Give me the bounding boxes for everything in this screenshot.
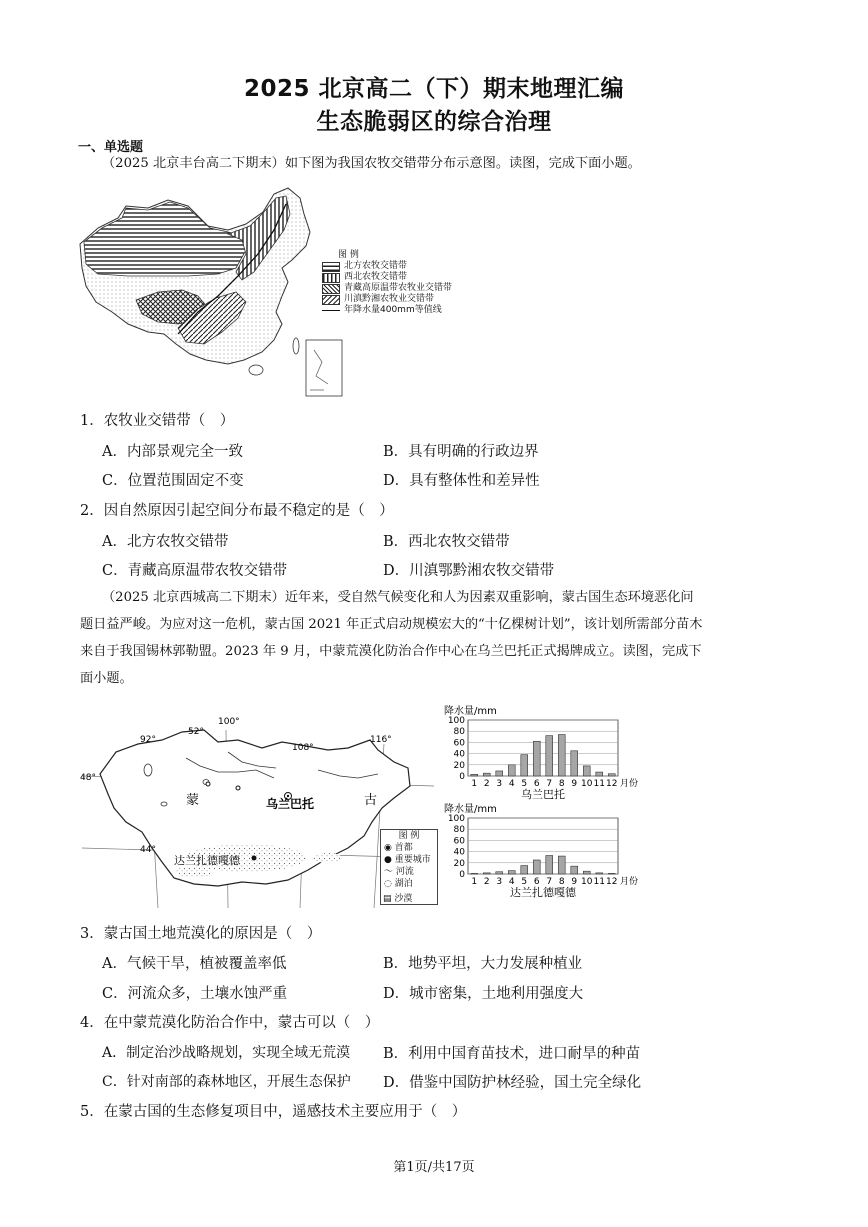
lon-label: 52°: [188, 727, 204, 737]
x-tick-label: 11: [593, 877, 605, 887]
bar: [546, 736, 553, 776]
legend-item: 青藏高原温带农牧业交错带: [344, 283, 453, 293]
bar: [471, 873, 478, 874]
chart-title: 乌兰巴托: [521, 788, 565, 801]
q4-option-a: A．制定治沙战略规划，实现全域无荒漠: [102, 1045, 351, 1061]
legend-lake: ◌ 湖泊: [384, 879, 413, 889]
q2-option-a: A．北方农牧交错带: [102, 534, 229, 550]
lat-label: 44°: [140, 845, 156, 855]
intro-paragraph-2-line2: 题日益严峻。为应对这一危机，蒙古国 2021 年正式启动规模宏大的“十亿棵树计划”，该计划所需部分苗木: [80, 617, 703, 632]
x-tick-label: 6: [533, 877, 540, 887]
intro-paragraph-1: （2025 北京丰台高二下期末）如下图为我国农牧交错带分布示意图。读图，完成下面小题。: [102, 156, 641, 171]
x-tick-label: 1: [471, 779, 478, 789]
map1-legend: [318, 250, 488, 332]
swatch-isohyet: [322, 310, 340, 311]
y-tick-label: 20: [453, 858, 465, 869]
x-tick-label: 12: [606, 779, 618, 789]
lon-label: 116°: [370, 735, 392, 745]
city-symbol-icon: ●: [384, 855, 395, 865]
intro-paragraph-2-line1: （2025 北京西城高二下期末）近年来，受自然气候变化和人为因素双重影响，蒙古国生态环境恶化问: [102, 590, 694, 605]
x-tick-label: 1: [471, 877, 478, 887]
y-tick-label: 0: [459, 870, 465, 880]
lon-label: 92°: [140, 735, 156, 745]
q3-option-a: A．气候干旱，植被覆盖率低: [102, 956, 287, 972]
q4-option-c: C．针对南部的森林地区，开展生态保护: [102, 1074, 351, 1090]
legend-item: 北方农牧交错带: [344, 261, 408, 271]
y-tick-label: 60: [453, 836, 465, 847]
q3-option-c: C．河流众多，土壤水蚀严重: [102, 986, 288, 1002]
x-tick-label: 11: [593, 779, 605, 789]
south-sea-inset: [306, 340, 342, 396]
x-tick-label: 10: [581, 877, 593, 887]
y-tick-label: 0: [459, 772, 465, 782]
x-tick-label: 5: [521, 877, 528, 887]
page-number: 第1页/共17页: [393, 1160, 475, 1175]
lake-symbol-icon: ◌: [384, 879, 395, 889]
q2-option-c: C．青藏高原温带农牧交错带: [102, 563, 288, 579]
x-tick-label: 10: [581, 779, 593, 789]
bar: [496, 872, 503, 874]
legend-river: 〜 河流: [384, 867, 414, 877]
chart-title: 达兰扎德嘎德: [510, 886, 576, 899]
legend-capital: ◉ 首都: [384, 843, 413, 853]
map1-legend-title: 图 例: [338, 250, 359, 260]
x-tick-label: 7: [546, 877, 553, 887]
lon-label: 100°: [218, 717, 240, 727]
q3-option-b: B．地势平坦，大力发展种植业: [383, 956, 583, 972]
q1-option-d: D．具有整体性和差异性: [383, 473, 540, 489]
bar: [521, 866, 528, 874]
y-tick-label: 80: [453, 825, 465, 836]
desert-symbol-icon: ▤: [383, 894, 395, 904]
city-marker: [206, 782, 210, 786]
desert-patch: [176, 866, 212, 878]
bar: [596, 772, 603, 776]
x-tick-label: 9: [571, 877, 578, 887]
x-tick-label: 12: [606, 877, 618, 887]
bar: [483, 873, 490, 874]
intro-paragraph-2-line4: 面小题。: [80, 671, 133, 686]
bar: [571, 866, 578, 874]
question-5-stem: 5．在蒙古国的生态修复项目中，遥感技术主要应用于（ ）: [80, 1104, 467, 1120]
y-tick-label: 40: [453, 749, 465, 760]
bar: [508, 871, 515, 874]
legend-item: 西北农牧交错带: [344, 272, 408, 282]
bar: [546, 856, 553, 874]
y-tick-label: 80: [453, 727, 465, 738]
bar: [521, 755, 528, 776]
q1-option-b: B．具有明确的行政边界: [383, 444, 539, 460]
y-axis-label: 降水量/mm: [444, 706, 497, 717]
bar: [533, 860, 540, 874]
question-3-stem: 3．蒙古国土地荒漠化的原因是（ ）: [80, 926, 322, 942]
q1-option-c: C．位置范围固定不变: [102, 473, 244, 489]
x-axis-label: 月份: [620, 779, 639, 789]
y-tick-label: 40: [453, 847, 465, 858]
x-tick-label: 6: [533, 779, 540, 789]
swatch-southwest: [322, 295, 340, 305]
bar: [608, 873, 615, 874]
plot-frame: [468, 818, 618, 874]
lake: [144, 764, 152, 776]
x-tick-label: 3: [496, 877, 503, 887]
chart-dalanzadgad: [444, 802, 638, 899]
swatch-northern: [322, 262, 340, 272]
x-tick-label: 5: [521, 779, 528, 789]
swatch-northwest: [322, 273, 340, 283]
x-tick-label: 2: [483, 877, 490, 887]
lat-label: 48°: [80, 773, 96, 783]
legend-desert: ▤ 沙漠: [383, 894, 413, 904]
page-title-line2: 生态脆弱区的综合治理: [316, 109, 552, 135]
river-symbol-icon: 〜: [384, 867, 396, 877]
capital-symbol-icon: ◉: [384, 843, 395, 853]
country-label-right: 古: [364, 793, 378, 808]
y-tick-label: 100: [447, 814, 465, 824]
legend-item: 川滇黔湘农牧业交错带: [344, 294, 435, 304]
swatch-tibet: [322, 284, 340, 294]
legend-item: 年降水量400mm等值线: [344, 305, 442, 315]
plot-frame: [468, 720, 618, 776]
x-tick-label: 8: [558, 779, 565, 789]
question-4-stem: 4．在中蒙荒漠化防治合作中，蒙古可以（ ）: [80, 1015, 380, 1031]
city-marker: [252, 856, 257, 861]
x-axis-label: 月份: [620, 877, 639, 887]
bar: [533, 741, 540, 776]
city-label-ulaanbaatar: 乌兰巴托: [266, 797, 315, 811]
page-title-line1: 2025 北京高二（下）期末地理汇编: [243, 76, 625, 102]
x-tick-label: 4: [508, 779, 515, 789]
china-agro-pastoral-map: [78, 184, 358, 400]
map2-legend-title: 图 例: [398, 831, 420, 841]
bar: [471, 774, 478, 776]
y-axis-label: 降水量/mm: [444, 804, 497, 815]
bar: [571, 751, 578, 776]
desert-patch: [314, 853, 342, 863]
northwest-zone: [84, 202, 246, 276]
q3-option-d: D．城市密集，土地利用强度大: [383, 986, 584, 1002]
bar: [596, 873, 603, 874]
bar: [583, 871, 590, 874]
y-tick-label: 100: [447, 716, 465, 726]
x-tick-label: 9: [571, 779, 578, 789]
lake: [161, 802, 167, 806]
precipitation-charts: [440, 704, 650, 904]
q2-option-d: D．川滇鄂黔湘农牧交错带: [383, 563, 555, 579]
bar: [558, 735, 565, 776]
intro-paragraph-2-line3: 来自于我国锡林郭勒盟。2023 年 9 月，中蒙荒漠化防治合作中心在乌兰巴托正式揭牌成立。读图，完成下: [80, 644, 702, 659]
chart-ulaanbaatar: [444, 704, 638, 801]
section-heading: 一、单选题: [78, 140, 144, 155]
country-label-left: 蒙: [186, 793, 200, 808]
question-1-stem: 1．农牧业交错带（ ）: [80, 413, 235, 429]
y-tick-label: 20: [453, 760, 465, 771]
lon-label: 108°: [292, 743, 314, 753]
q4-option-b: B．利用中国育苗技术，进口耐旱的种苗: [383, 1046, 641, 1062]
bar: [558, 856, 565, 874]
q4-option-d: D．借鉴中国防护林经验，国土完全绿化: [383, 1075, 642, 1091]
bar: [608, 774, 615, 776]
bar: [483, 773, 490, 776]
q2-option-b: B．西北农牧交错带: [383, 534, 510, 550]
x-tick-label: 8: [558, 877, 565, 887]
question-2-stem: 2．因自然原因引起空间分布最不稳定的是（ ）: [80, 503, 394, 519]
x-tick-label: 7: [546, 779, 553, 789]
legend-city: ● 重要城市: [384, 855, 431, 865]
bar: [496, 771, 503, 776]
bar: [508, 765, 515, 776]
x-tick-label: 3: [496, 779, 503, 789]
y-tick-label: 60: [453, 738, 465, 749]
x-tick-label: 4: [508, 877, 515, 887]
bar: [583, 766, 590, 776]
city-marker: [236, 786, 240, 790]
q1-option-a: A．内部景观完全一致: [102, 444, 243, 460]
city-label-dalanzadgad: 达兰扎德嘎德: [174, 854, 240, 867]
x-tick-label: 2: [483, 779, 490, 789]
